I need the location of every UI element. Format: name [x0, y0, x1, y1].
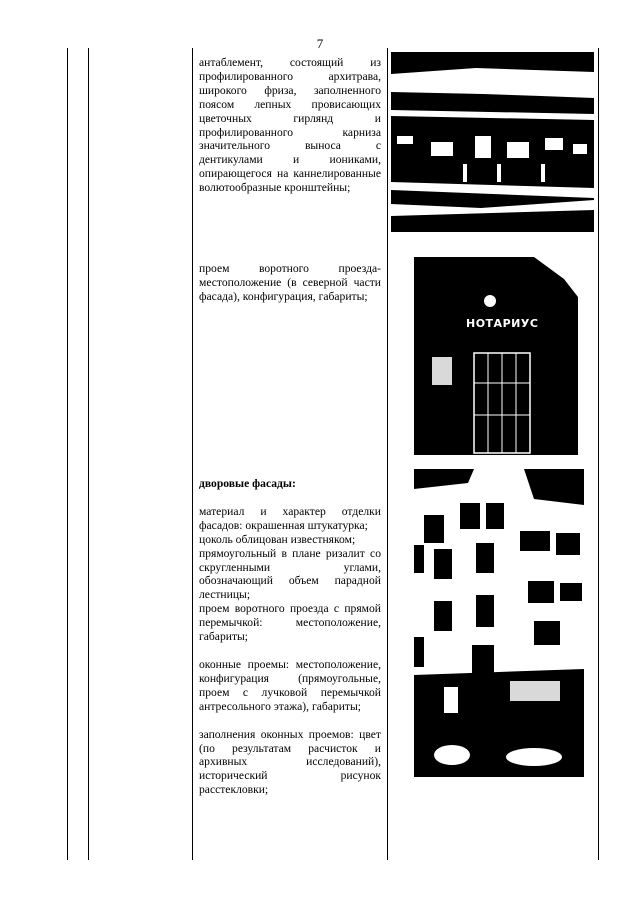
table-column-rule — [88, 48, 89, 860]
table-column-rule — [387, 48, 388, 860]
gateway-description — [199, 262, 381, 304]
courtyard-paragraph: прямоугольный в плане ризалит со скругленными углами, обозначающий объем парадной лестницы; — [199, 546, 381, 602]
entablature-photo — [391, 52, 594, 239]
courtyard-description — [199, 477, 381, 797]
window-fill-text: заполнения оконных проемов: цвет (по результатам расчисток и архивных исследований), исторический рисунок расстекловки; — [199, 727, 381, 797]
table-column-rule — [192, 48, 193, 860]
table-column-rule — [598, 48, 599, 860]
entablature-description — [199, 56, 381, 195]
notary-sign: НОТАРИУС — [466, 317, 539, 330]
page-number: 7 — [316, 36, 324, 51]
courtyard-paragraph: цоколь облицован известняком; — [199, 532, 356, 546]
courtyard-paragraph: материал и характер отделки фасадов: окрашенная штукатурка; — [199, 504, 381, 532]
courtyard-heading: дворовые фасады: — [199, 477, 296, 490]
gateway-photo — [414, 257, 578, 455]
gateway-text: проем воротного проезда- местоположение (в северной части фасада), конфигурация, габариты; — [199, 262, 381, 303]
courtyard-paragraph: проем воротного проезда с прямой перемычкой: местоположение, габариты; — [199, 602, 381, 644]
windows-text: оконные проемы: местоположение, конфигурация (прямоугольные, проем с лучковой перемычкой антресольного этажа), габариты; — [199, 657, 381, 713]
entablature-text: антаблемент, состоящий из профилированного архитрава, широкого фриза, заполненного поясом лепных провисающих цветочных гирлянд и профилированного карниза значительного выноса с дентикулами и иониками, опирающегося на каннелированные волютообразные кронштейны; — [199, 56, 381, 195]
courtyard-facade-photo — [414, 469, 584, 777]
table-column-rule — [67, 48, 68, 860]
